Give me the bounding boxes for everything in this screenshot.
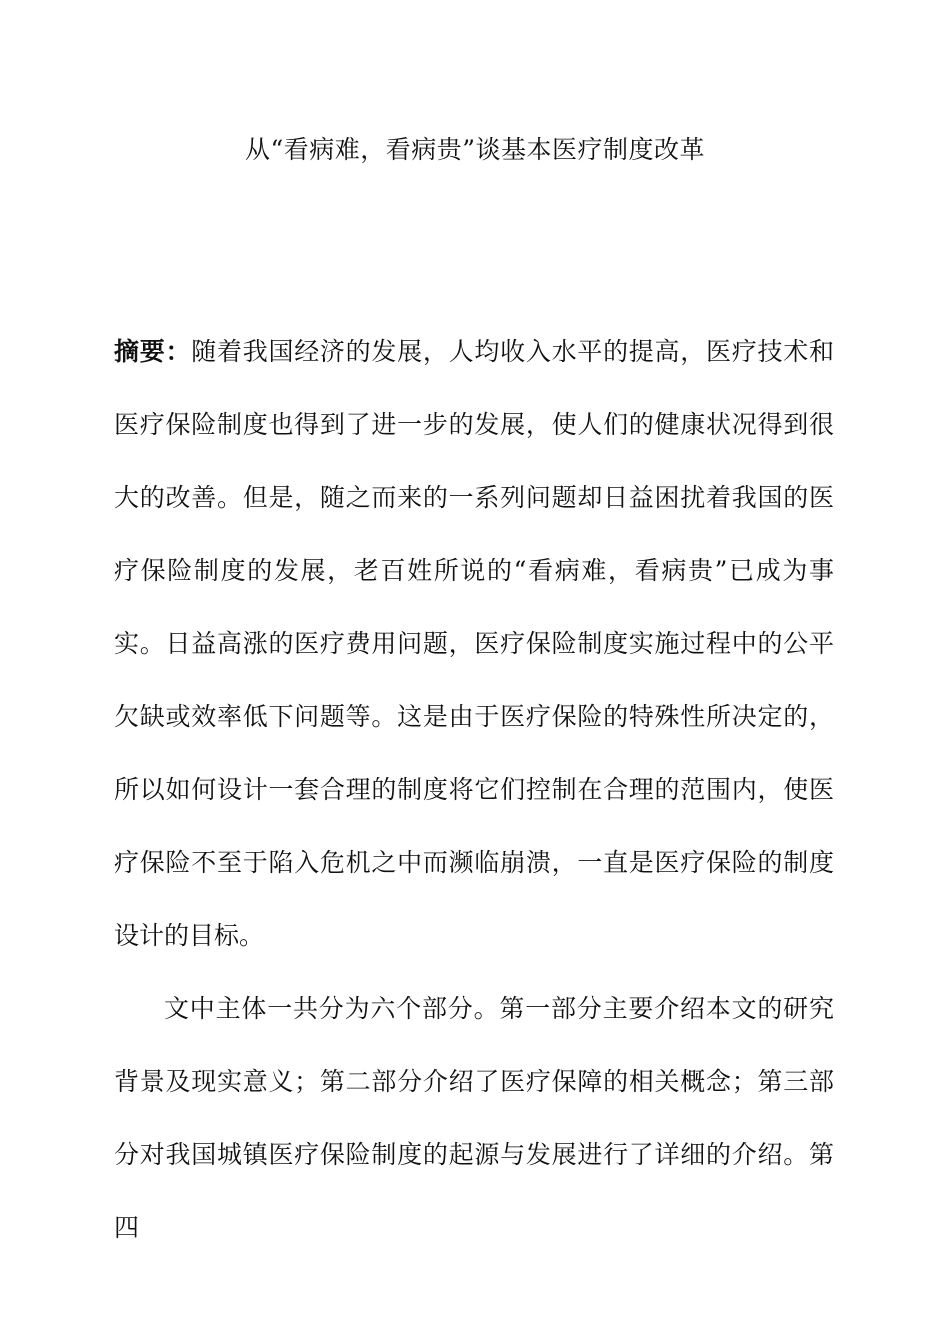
body-paragraph: 文中主体一共分为六个部分。第一部分主要介绍本文的研究背景及现实意义；第二部分介绍了医疗保障的相关概念；第三部分对我国城镇医疗保险制度的起源与发展进行了详细的介绍。第四: [114, 994, 834, 1242]
document-title: 从“看病难，看病贵”谈基本医疗制度改革: [244, 135, 706, 164]
abstract-label: 摘要：: [114, 337, 192, 366]
abstract-text: 随着我国经济的发展，人均收入水平的提高，医疗技术和医疗保险制度也得到了进一步的发展，使人们的健康状况得到很大的改善。但是，随之而来的一系列问题却日益困扰着我国的医疗保险制度的发展，老百姓所说的“看病难，看病贵”已成为事实。日益高涨的医疗费用问题，医疗保险制度实施过程中的公平欠缺或效率低下问题等。这是由于医疗保险的特殊性所决定的，所以如何设计一套合理的制度将它们控制在合理的范围内，使医疗保险不至于陷入危机之中而濒临崩溃，一直是医疗保险的制度设计的目标。: [114, 337, 834, 950]
document-body: [114, 315, 834, 1264]
abstract-paragraph: [114, 315, 834, 972]
